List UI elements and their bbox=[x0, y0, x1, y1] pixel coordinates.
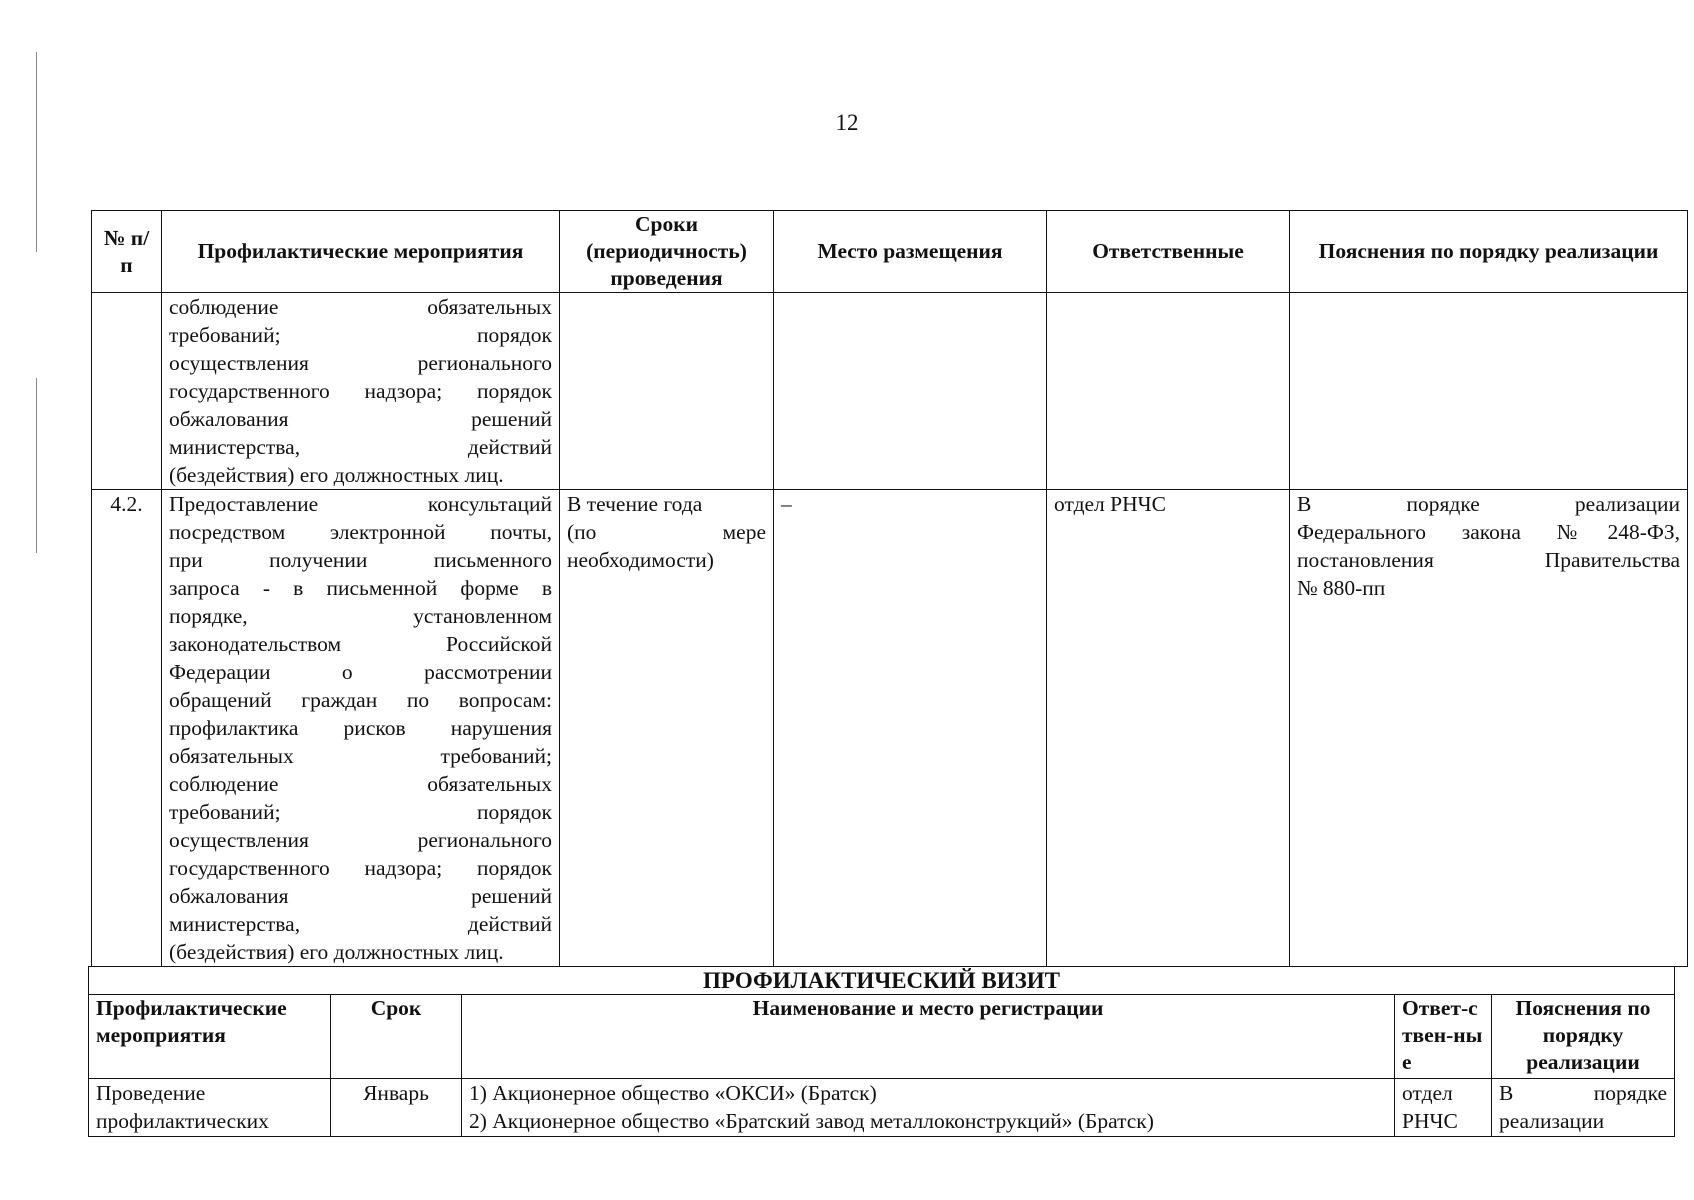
text-line: государственного надзора; порядок bbox=[169, 856, 552, 880]
text-line: министерства, действий bbox=[169, 435, 552, 459]
visit-table bbox=[88, 966, 1675, 1137]
text-line: при получении письменного bbox=[169, 548, 552, 572]
header-placement: Место размещения bbox=[774, 211, 1047, 293]
text-line: соблюдение обязательных bbox=[169, 772, 552, 796]
visit-cell-items bbox=[462, 1079, 1395, 1137]
text-line: Федерального закона №248-ФЗ, bbox=[1297, 520, 1680, 544]
cell-number-empty bbox=[92, 293, 162, 490]
cell-timing-empty bbox=[560, 293, 774, 490]
visit-row bbox=[89, 1079, 1675, 1137]
visit-header-name-place: Наименование и место регистрации bbox=[462, 995, 1395, 1079]
visit-header-term: Срок bbox=[331, 995, 462, 1079]
cell-placement: – bbox=[774, 490, 1047, 967]
table-row-continuation bbox=[92, 293, 1688, 490]
visit-cell-term: Январь bbox=[331, 1079, 462, 1137]
cell-activity-continuation bbox=[162, 293, 560, 490]
text-line: (по мере bbox=[567, 520, 766, 544]
text-line: необходимости) bbox=[567, 548, 714, 572]
text-line: В течение года bbox=[567, 492, 703, 516]
visit-header-row bbox=[89, 995, 1675, 1079]
visit-section-title: ПРОФИЛАКТИЧЕСКИЙ ВИЗИТ bbox=[89, 967, 1675, 995]
text-line: осуществления регионального bbox=[169, 351, 552, 375]
text-line: обязательных требований; bbox=[169, 744, 552, 768]
visit-title-row bbox=[89, 967, 1675, 995]
text-line: законодательством Российской bbox=[169, 632, 552, 656]
table-row-4-2 bbox=[92, 490, 1688, 967]
table-header-row bbox=[92, 211, 1688, 293]
text-line: посредством электронной почты, bbox=[169, 520, 552, 544]
visit-header-activities: Профилактические мероприятия bbox=[89, 995, 331, 1079]
left-margin-mark bbox=[36, 52, 37, 252]
page-number: 12 bbox=[835, 110, 859, 135]
visit-cell-explanation: В порядке реализации bbox=[1492, 1079, 1675, 1137]
text-line: требований; порядок bbox=[169, 800, 552, 824]
header-timing: Сроки (периодичность) проведения bbox=[560, 211, 774, 293]
text-line: Федерации о рассмотрении bbox=[169, 660, 552, 684]
left-margin-mark-lower bbox=[36, 378, 37, 553]
cell-responsible-empty bbox=[1047, 293, 1290, 490]
text-line: обжалования решений bbox=[169, 884, 552, 908]
text-line: осуществления регионального bbox=[169, 828, 552, 852]
cell-explanation bbox=[1290, 490, 1688, 967]
visit-item: 1) Акционерное общество «ОКСИ» (Братск) bbox=[469, 1081, 877, 1105]
cell-placement-empty bbox=[774, 293, 1047, 490]
text-line: Предоставление консультаций bbox=[169, 492, 552, 516]
text-line: обращений граждан по вопросам: bbox=[169, 688, 552, 712]
visit-item: 2) Акционерное общество «Братский завод металлоконструкций» (Братск) bbox=[469, 1109, 1154, 1133]
visit-cell-responsible: отдел РНЧС bbox=[1395, 1079, 1492, 1137]
text-line: профилактика рисков нарушения bbox=[169, 716, 552, 740]
header-activities: Профилактические мероприятия bbox=[162, 211, 560, 293]
text-line: государственного надзора; порядок bbox=[169, 379, 552, 403]
text-line: № 880-пп bbox=[1297, 576, 1386, 600]
header-number: № п/п bbox=[92, 211, 162, 293]
text-line: запроса - в письменной форме в bbox=[169, 576, 552, 600]
header-responsible: Ответственные bbox=[1047, 211, 1290, 293]
text-line: постановления Правительства bbox=[1297, 548, 1680, 572]
visit-cell-activity: Проведение профилактических bbox=[89, 1079, 331, 1137]
activities-table bbox=[91, 210, 1688, 967]
cell-responsible: отдел РНЧС bbox=[1047, 490, 1290, 967]
text-line: порядке, установленном bbox=[169, 604, 552, 628]
text-line: В порядке реализации bbox=[1297, 492, 1680, 516]
visit-header-responsible: Ответ-ствен-ные bbox=[1395, 995, 1492, 1079]
header-explanation: Пояснения по порядку реализации bbox=[1290, 211, 1688, 293]
cell-timing bbox=[560, 490, 774, 967]
cell-explanation-empty bbox=[1290, 293, 1688, 490]
visit-header-explanation: Пояснения по порядку реализации bbox=[1492, 995, 1675, 1079]
text-line: соблюдение обязательных bbox=[169, 295, 552, 319]
cell-activity bbox=[162, 490, 560, 967]
cell-number: 4.2. bbox=[92, 490, 162, 967]
text-line: (бездействия) его должностных лиц. bbox=[169, 463, 504, 487]
text-line: министерства, действий bbox=[169, 912, 552, 936]
text-line: (бездействия) его должностных лиц. bbox=[169, 940, 504, 964]
text-line: требований; порядок bbox=[169, 323, 552, 347]
text-line: обжалования решений bbox=[169, 407, 552, 431]
